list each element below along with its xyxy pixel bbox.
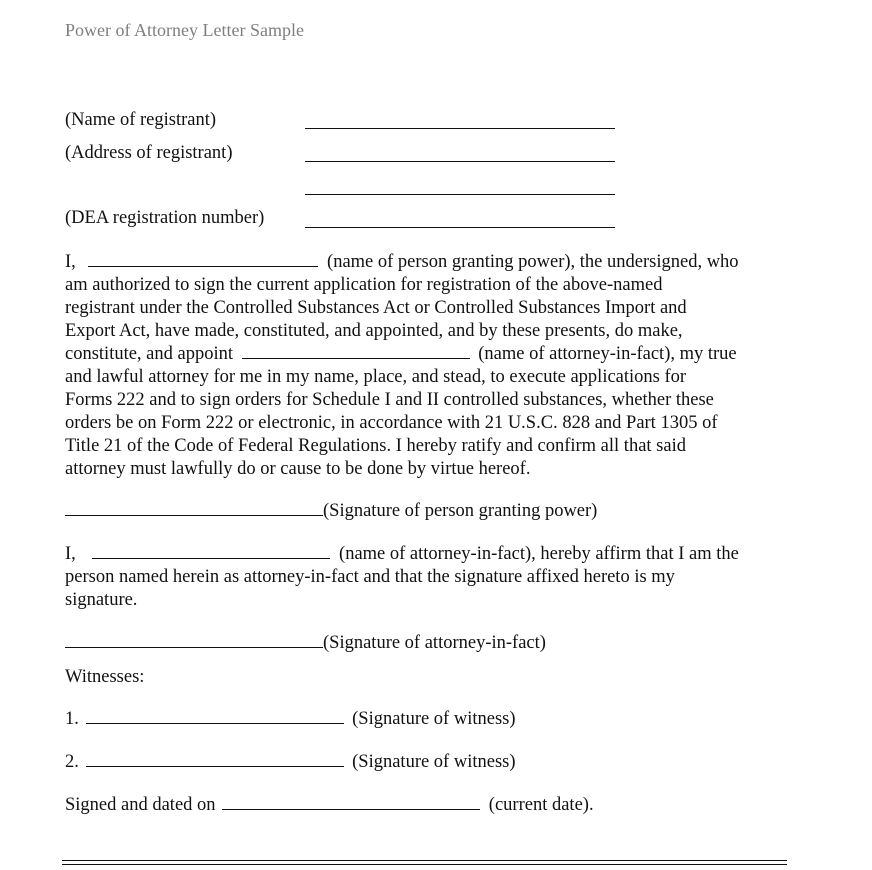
- dea-registration-number-field[interactable]: [305, 227, 615, 228]
- address-of-registrant-field-line-1[interactable]: [305, 161, 615, 162]
- grant-prefix: I,: [65, 252, 76, 272]
- grantor-signature-label: (Signature of person granting power): [323, 501, 598, 521]
- attorney-in-fact-name-field[interactable]: [242, 344, 470, 359]
- grant-line-4: Export Act, have made, constituted, and appointed, and by these presents, do make,: [65, 321, 683, 341]
- witness-2-label: (Signature of witness): [352, 752, 516, 772]
- signed-dated-suffix: (current date).: [488, 795, 594, 815]
- grantor-name-field[interactable]: [88, 252, 318, 267]
- affirmation-paragraph: [65, 543, 785, 612]
- grant-line-2: am authorized to sign the current application for registration of the above-named: [65, 275, 663, 295]
- grantor-signature-field[interactable]: [65, 501, 323, 516]
- grant-line-5-prefix: constitute, and appoint: [65, 344, 234, 364]
- grant-line-1-suffix: (name of person granting power), the undersigned, who: [327, 252, 739, 272]
- grant-line-7: Forms 222 and to sign orders for Schedule I and II controlled substances, whether these: [65, 390, 714, 410]
- affirm-line-2: person named herein as attorney-in-fact and that the signature affixed hereto is my: [65, 567, 675, 587]
- witness-row-2: [65, 751, 516, 774]
- grant-line-6: and lawful attorney for me in my name, place, and stead, to execute applications for: [65, 367, 687, 387]
- witness-2-signature-field[interactable]: [86, 752, 344, 767]
- signed-dated-prefix: Signed and dated on: [65, 795, 216, 815]
- witnesses-heading: Witnesses:: [65, 667, 145, 687]
- grant-line-3: registrant under the Controlled Substances Act or Controlled Substances Import and: [65, 298, 687, 318]
- witness-row-1: [65, 708, 516, 731]
- witness-1-number: 1.: [65, 709, 79, 729]
- grant-of-power-paragraph: [65, 251, 785, 481]
- affirm-prefix: I,: [65, 544, 76, 564]
- address-of-registrant-field-line-2[interactable]: [305, 194, 615, 195]
- witness-1-signature-field[interactable]: [86, 709, 344, 724]
- name-of-registrant-field[interactable]: [305, 128, 615, 129]
- footer-double-rule: [62, 860, 787, 865]
- attorney-signature-field[interactable]: [65, 633, 323, 648]
- affirm-line-1-suffix: (name of attorney-in-fact), hereby affirm that I am the: [339, 544, 739, 564]
- dea-registration-number-label: (DEA registration number): [65, 208, 265, 228]
- grant-line-10: attorney must lawfully do or cause to be done by virtue hereof.: [65, 459, 531, 479]
- witness-2-number: 2.: [65, 752, 79, 772]
- affirm-line-3: signature.: [65, 590, 138, 610]
- name-of-registrant-label: (Name of registrant): [65, 110, 217, 130]
- attorney-signature-label: (Signature of attorney-in-fact): [323, 633, 546, 653]
- attorney-in-fact-affirm-name-field[interactable]: [92, 544, 330, 559]
- current-date-field[interactable]: [222, 795, 480, 810]
- grantor-signature-row: [65, 500, 597, 523]
- grant-line-5-suffix: (name of attorney-in-fact), my true: [478, 344, 737, 364]
- grant-line-8: orders be on Form 222 or electronic, in accordance with 21 U.S.C. 828 and Part 1305 of: [65, 413, 718, 433]
- signed-dated-row: [65, 794, 594, 817]
- document-title: Power of Attorney Letter Sample: [65, 20, 304, 40]
- grant-line-9: Title 21 of the Code of Federal Regulations. I hereby ratify and confirm all that said: [65, 436, 686, 456]
- address-of-registrant-label: (Address of registrant): [65, 143, 233, 163]
- witness-1-label: (Signature of witness): [352, 709, 516, 729]
- attorney-signature-row: [65, 632, 546, 655]
